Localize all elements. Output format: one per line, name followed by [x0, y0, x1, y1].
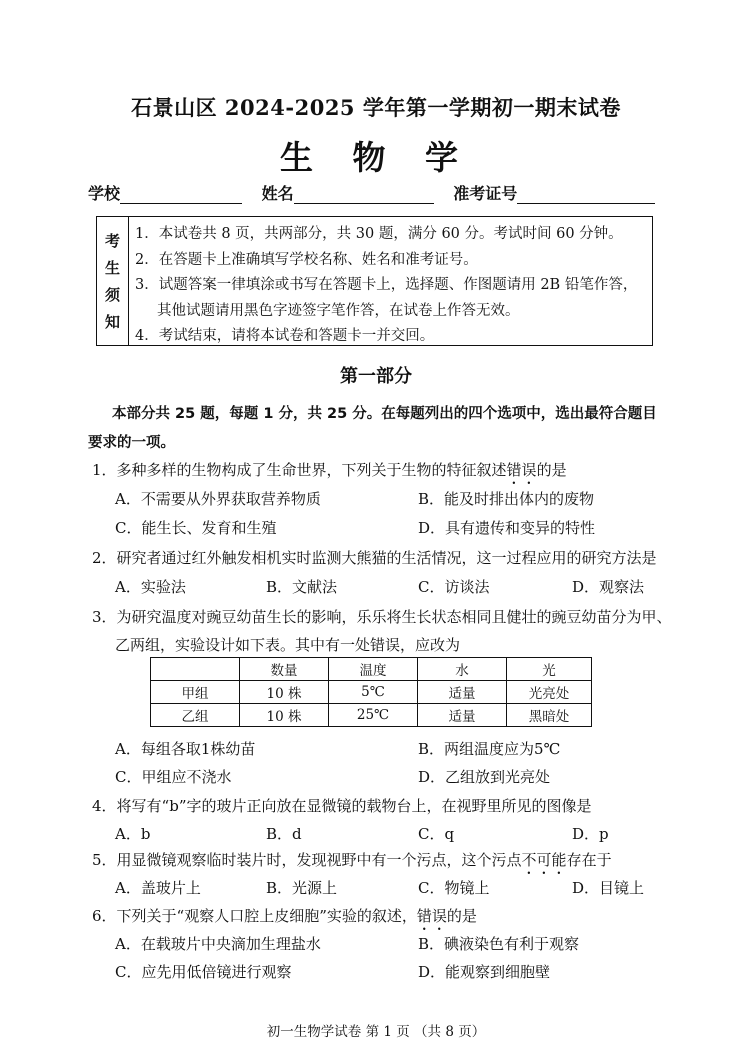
q2-option-b: B．文献法 — [266, 578, 338, 596]
question-3-stem-cont: 乙两组，实验设计如下表。其中有一处错误，应改为 — [115, 636, 461, 654]
table-header-cell: 水 — [418, 658, 507, 681]
q1-option-d: D．具有遗传和变异的特性 — [418, 519, 596, 537]
q4-option-a: A．b — [115, 825, 151, 843]
exam-title: 石景山区 2024-2025 学年第一学期初一期末试卷 — [131, 95, 621, 120]
q6-option-c: C．应先用低倍镜进行观察 — [115, 963, 292, 981]
q2-option-a: A．实验法 — [115, 578, 186, 596]
q5-option-b: B．光源上 — [266, 879, 338, 897]
q3-option-a: A．每组各取1株幼苗 — [115, 740, 256, 758]
q3-option-d: D．乙组放到光亮处 — [418, 768, 551, 786]
table-header-row — [151, 658, 592, 681]
q4-option-b: B．d — [266, 825, 302, 843]
subject-title: 生 物 学 — [280, 138, 472, 177]
notice-line: 1．本试卷共 8 页，共两部分，共 30 题，满分 60 分。考试时间 60 分钟。 — [135, 226, 623, 242]
q1-option-a: A．不需要从外界获取营养物质 — [115, 490, 321, 508]
table-cell: 甲组 — [151, 681, 240, 704]
table-cell: 25℃ — [329, 704, 418, 727]
table-header-cell: 数量 — [240, 658, 329, 681]
student-info-fields — [88, 181, 655, 204]
table-cell: 5℃ — [329, 681, 418, 704]
q1-option-b: B．能及时排出体内的废物 — [418, 490, 595, 508]
table-header-cell: 光 — [507, 658, 592, 681]
notice-label-char: 知 — [104, 313, 120, 331]
notice-line: 2．在答题卡上准确填写学校名称、姓名和准考证号。 — [135, 251, 478, 268]
name-label: 姓名 — [261, 184, 294, 203]
q4-option-d: D．p — [572, 825, 609, 843]
question-3-stem: 3．为研究温度对豌豆幼苗生长的影响，乐乐将生长状态相同且健壮的豌豆幼苗分为甲、 — [92, 608, 672, 626]
q5-option-d: D．目镜上 — [572, 879, 645, 897]
exam-id-label: 准考证号 — [453, 184, 518, 203]
table-cell: 适量 — [418, 704, 507, 727]
school-blank — [120, 187, 242, 204]
q5-option-c: C．物镜上 — [418, 879, 490, 897]
section-intro: 本部分共 25 题，每题 1 分，共 25 分。在每题列出的四个选项中，选出最符合题目 — [112, 406, 657, 422]
q6-option-d: D．能观察到细胞壁 — [418, 963, 551, 981]
question-2-stem: 2．研究者通过红外触发相机实时监测大熊猫的生活情况，这一过程应用的研究方法是 — [92, 549, 657, 567]
q3-option-b: B．两组温度应为5℃ — [418, 740, 561, 758]
notice-label — [97, 217, 129, 345]
table-row — [151, 704, 592, 727]
question-5-stem: 5．用显微镜观察临时装片时，发现视野中有一个污点，这个污点不可能存在于 — [92, 851, 612, 869]
table-row — [151, 681, 592, 704]
table-cell: 适量 — [418, 681, 507, 704]
q2-option-d: D．观察法 — [572, 578, 645, 596]
q1-option-c: C．能生长、发育和生殖 — [115, 519, 277, 537]
experiment-table — [150, 657, 592, 727]
notice-body — [135, 222, 637, 350]
table-cell: 光亮处 — [507, 681, 592, 704]
section-intro-cont: 要求的一项。 — [88, 435, 175, 451]
table-cell: 10 株 — [240, 704, 329, 727]
notice-label-char: 须 — [104, 286, 120, 304]
q6-option-a: A．在载玻片中央滴加生理盐水 — [115, 935, 321, 953]
q6-option-b: B．碘液染色有利于观察 — [418, 935, 580, 953]
q5-option-a: A．盖玻片上 — [115, 879, 201, 897]
notice-line: 4．考试结束，请将本试卷和答题卡一并交回。 — [135, 328, 435, 344]
section-title: 第一部分 — [340, 366, 412, 387]
table-cell: 黑暗处 — [507, 704, 592, 727]
table-cell: 乙组 — [151, 704, 240, 727]
exam-notice-box — [96, 216, 653, 346]
table-header-cell: 温度 — [329, 658, 418, 681]
table-cell: 10 株 — [240, 681, 329, 704]
exam-id-blank — [517, 187, 655, 204]
table-header-cell — [151, 658, 240, 681]
notice-label-char: 考 — [104, 232, 120, 250]
notice-line: 3．试题答案一律填涂或书写在答题卡上，选择题、作图题请用 2B 铅笔作答， — [135, 277, 638, 293]
notice-label-char: 生 — [104, 259, 120, 277]
notice-line: 其他试题请用黑色字迹签字笔作答，在试卷上作答无效。 — [157, 302, 520, 319]
q3-option-c: C．甲组应不浇水 — [115, 768, 232, 786]
question-1-stem: 1．多种多样的生物构成了生命世界，下列关于生物的特征叙述错误的是 — [92, 461, 567, 479]
question-6-stem: 6．下列关于“观察人口腔上皮细胞”实验的叙述，错误的是 — [92, 907, 477, 925]
q4-option-c: C．q — [418, 825, 455, 843]
school-label: 学校 — [88, 184, 121, 203]
q2-option-c: C．访谈法 — [418, 578, 490, 596]
name-blank — [294, 187, 434, 204]
question-4-stem: 4．将写有“b”字的玻片正向放在显微镜的载物台上，在视野里所见的图像是 — [92, 797, 592, 815]
page-footer: 初一生物学试卷 第 1 页 （共 8 页） — [266, 1024, 486, 1040]
